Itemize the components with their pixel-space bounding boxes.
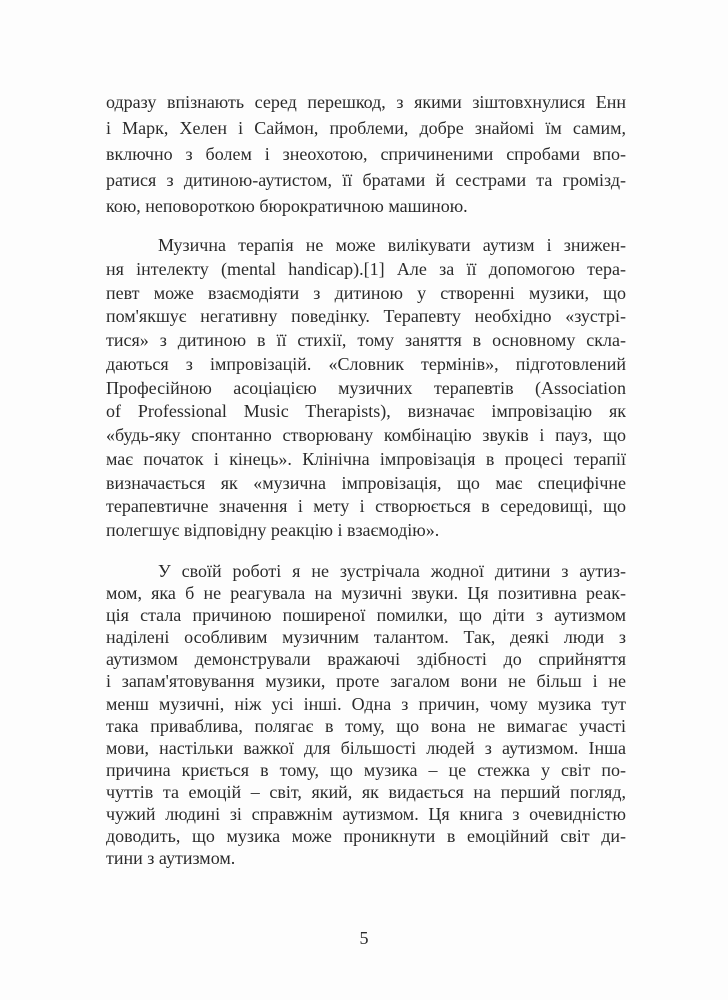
text-line: наділені особливим музичним талантом. Так, деякі люди з [106, 627, 626, 648]
text-line: чуттів та емоцій – світ, який, як видається на перший погляд, [106, 781, 626, 802]
text-line: полегшує відповідну реакцію і взаємодію». [106, 520, 440, 540]
text-line: і запам'ятовування музики, проте загалом вони не більш і не [106, 671, 626, 692]
text-line: ня інтелекту (mental handicap).[1] Але за її допомогою тера- [106, 258, 626, 279]
text-line: ція стала причиною поширеної помилки, що діти з аутизмом [106, 605, 626, 626]
text-line: така приваблива, полягає в тому, що вона не вимагає участі [106, 715, 626, 736]
text-line: тини з аутизмом. [106, 848, 236, 869]
text-line: одразу впізнають серед перешкод, з якими зіштовхнулися Енн [106, 92, 626, 112]
text-line: «будь-яку спонтанно створювану комбінацію звуків і пауз, що [106, 425, 626, 445]
text-line: певт може взаємодіяти з дитиною у створенні музики, що [106, 282, 626, 303]
text-line: менш музичні, ніж усі інші. Одна з причин, чому музика тут [106, 693, 626, 714]
text-line: доводить, що музика може проникнути в емоційний світ ди- [106, 826, 626, 847]
text-line: мови, настільки важкої для більшості людей з аутизмом. Інша [106, 737, 626, 758]
text-line: і Марк, Хелен і Саймон, проблеми, добре знайомі їм самим, [106, 118, 626, 138]
text-line: причина криється в тому, що музика – це стежка у світ по- [106, 759, 626, 780]
text-line: чужий людині зі справжнім аутизмом. Ця книга з очевидністю [106, 804, 626, 825]
text-line: включно з болем і знеохотою, спричиненими спробами впо- [106, 144, 626, 164]
paragraph-1 [106, 89, 626, 219]
text-line: Професійною асоціацією музичних терапевтів (Association [106, 377, 626, 398]
paragraph-2 [106, 234, 626, 543]
text-line: даються з імпровізацій. «Словник термінів», підготовлений [106, 353, 626, 374]
text-line: У своїй роботі я не зустрічала жодної дитини з аутиз- [158, 561, 626, 581]
text-line: тися» з дитиною в її стихії, тому заняття в основному скла- [106, 330, 626, 350]
text-line: має початок і кінець». Клінічна імпровізація в процесі терапії [106, 448, 626, 469]
text-line: пом'якшує негативну поведінку. Терапевту необхідно «зустрі- [106, 306, 626, 327]
text-line: мом, яка б не реагувала на музичні звуки. Ця позитивна реак- [106, 583, 626, 604]
text-line: Музична терапія не може вилікувати аутизм і знижен- [158, 235, 626, 255]
page-number: 5 [359, 928, 369, 948]
text-line: терапевтичне значення і мету і створюється в середовищі, що [106, 496, 626, 517]
text-line: of Professional Music Therapists), визначає імпровізацію як [106, 401, 626, 422]
text-line: кою, неповороткою бюрократичною машиною. [106, 196, 468, 216]
text-line: аутизмом демонстрували вражаючі здібності до сприйняття [106, 649, 626, 670]
text-line: визначається як «музична імпровізація, що має специфічне [106, 472, 626, 493]
paragraph-3 [106, 560, 626, 869]
text-line: ратися з дитиною-аутистом, її братами й сестрами та громізд- [106, 170, 626, 190]
